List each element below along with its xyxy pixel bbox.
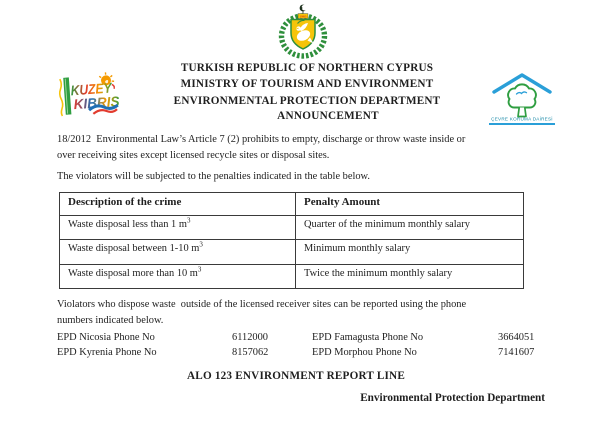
phone-label: EPD Morphou Phone No — [312, 347, 417, 358]
logo-underline — [489, 123, 555, 125]
penalty-cell: Minimum monthly salary — [296, 240, 524, 265]
crime-text: Waste disposal more than 10 m — [68, 268, 198, 279]
crescent-star-icon — [300, 5, 308, 14]
crime-cell — [60, 216, 296, 240]
table-row — [60, 240, 524, 265]
phone-label: EPD Famagusta Phone No — [312, 332, 424, 343]
table-row — [60, 265, 524, 289]
department-signature: Environmental Protection Department — [360, 392, 545, 404]
table-header-row — [60, 193, 524, 216]
superscript: 3 — [197, 265, 202, 274]
crime-text: Waste disposal less than 1 m — [68, 219, 187, 230]
crime-column-header: Description of the crime — [60, 193, 296, 216]
law-paragraph — [57, 132, 557, 164]
penalty-cell: Twice the minimum monthly salary — [296, 265, 524, 289]
kuzey-word: KUZEY — [70, 79, 119, 99]
report-paragraph — [57, 297, 557, 329]
law-paragraph-line: 18/2012 Environmental Law’s Article 7 (2) prohibits to empty, discharge or throw waste inside or — [57, 134, 466, 145]
superscript: 3 — [199, 240, 203, 249]
phone-label: EPD Nicosia Phone No — [57, 332, 155, 343]
phone-number: 6112000 — [232, 332, 268, 343]
phone-number: 7141607 — [498, 347, 535, 358]
phone-label: EPD Kyrenia Phone No — [57, 347, 157, 358]
crime-cell — [60, 240, 296, 265]
crime-cell — [60, 265, 296, 289]
document-header — [0, 60, 600, 109]
alo-report-line: ALO 123 ENVIRONMENT REPORT LINE — [187, 370, 405, 382]
trnc-coat-of-arms-icon — [270, 3, 336, 59]
phone-number: 3664051 — [498, 332, 535, 343]
phone-row — [57, 345, 557, 360]
phone-row — [57, 330, 557, 345]
phone-number: 8157062 — [232, 347, 269, 358]
announcement-title: ANNOUNCEMENT — [277, 110, 379, 122]
country-title: TURKISH REPUBLIC OF NORTHERN CYPRUS — [180, 62, 434, 74]
table-row — [60, 216, 524, 240]
kibris-word: KIBRIS — [73, 92, 122, 113]
penalties-intro: The violators will be subjected to the penalties indicated in the table below. — [57, 171, 370, 182]
phone-directory — [57, 330, 557, 360]
superscript: 3 — [186, 216, 191, 225]
report-paragraph-line: numbers indicated below. — [57, 315, 164, 326]
year-label: 1983 — [299, 14, 307, 19]
ministry-title: MINISTRY OF TOURISM AND ENVIRONMENT — [180, 78, 434, 91]
dove-shield-icon — [291, 20, 315, 50]
cevre-caption: ÇEVRE KORUMA DAİRESİ — [491, 116, 553, 122]
year-plaque — [298, 14, 308, 19]
law-paragraph-line: over receiving sites except licensed recycle sites or disposal sites. — [57, 150, 330, 161]
department-title: ENVIRONMENTAL PROTECTION DEPARTMENT — [173, 94, 441, 107]
penalty-table — [59, 192, 524, 289]
report-paragraph-line: Violators who dispose waste outside of the licensed receiver sites can be reported using the phone — [57, 299, 467, 310]
penalty-column-header: Penalty Amount — [296, 193, 524, 216]
crime-text: Waste disposal between 1-10 m — [68, 243, 200, 254]
penalty-cell: Quarter of the minimum monthly salary — [296, 216, 524, 240]
